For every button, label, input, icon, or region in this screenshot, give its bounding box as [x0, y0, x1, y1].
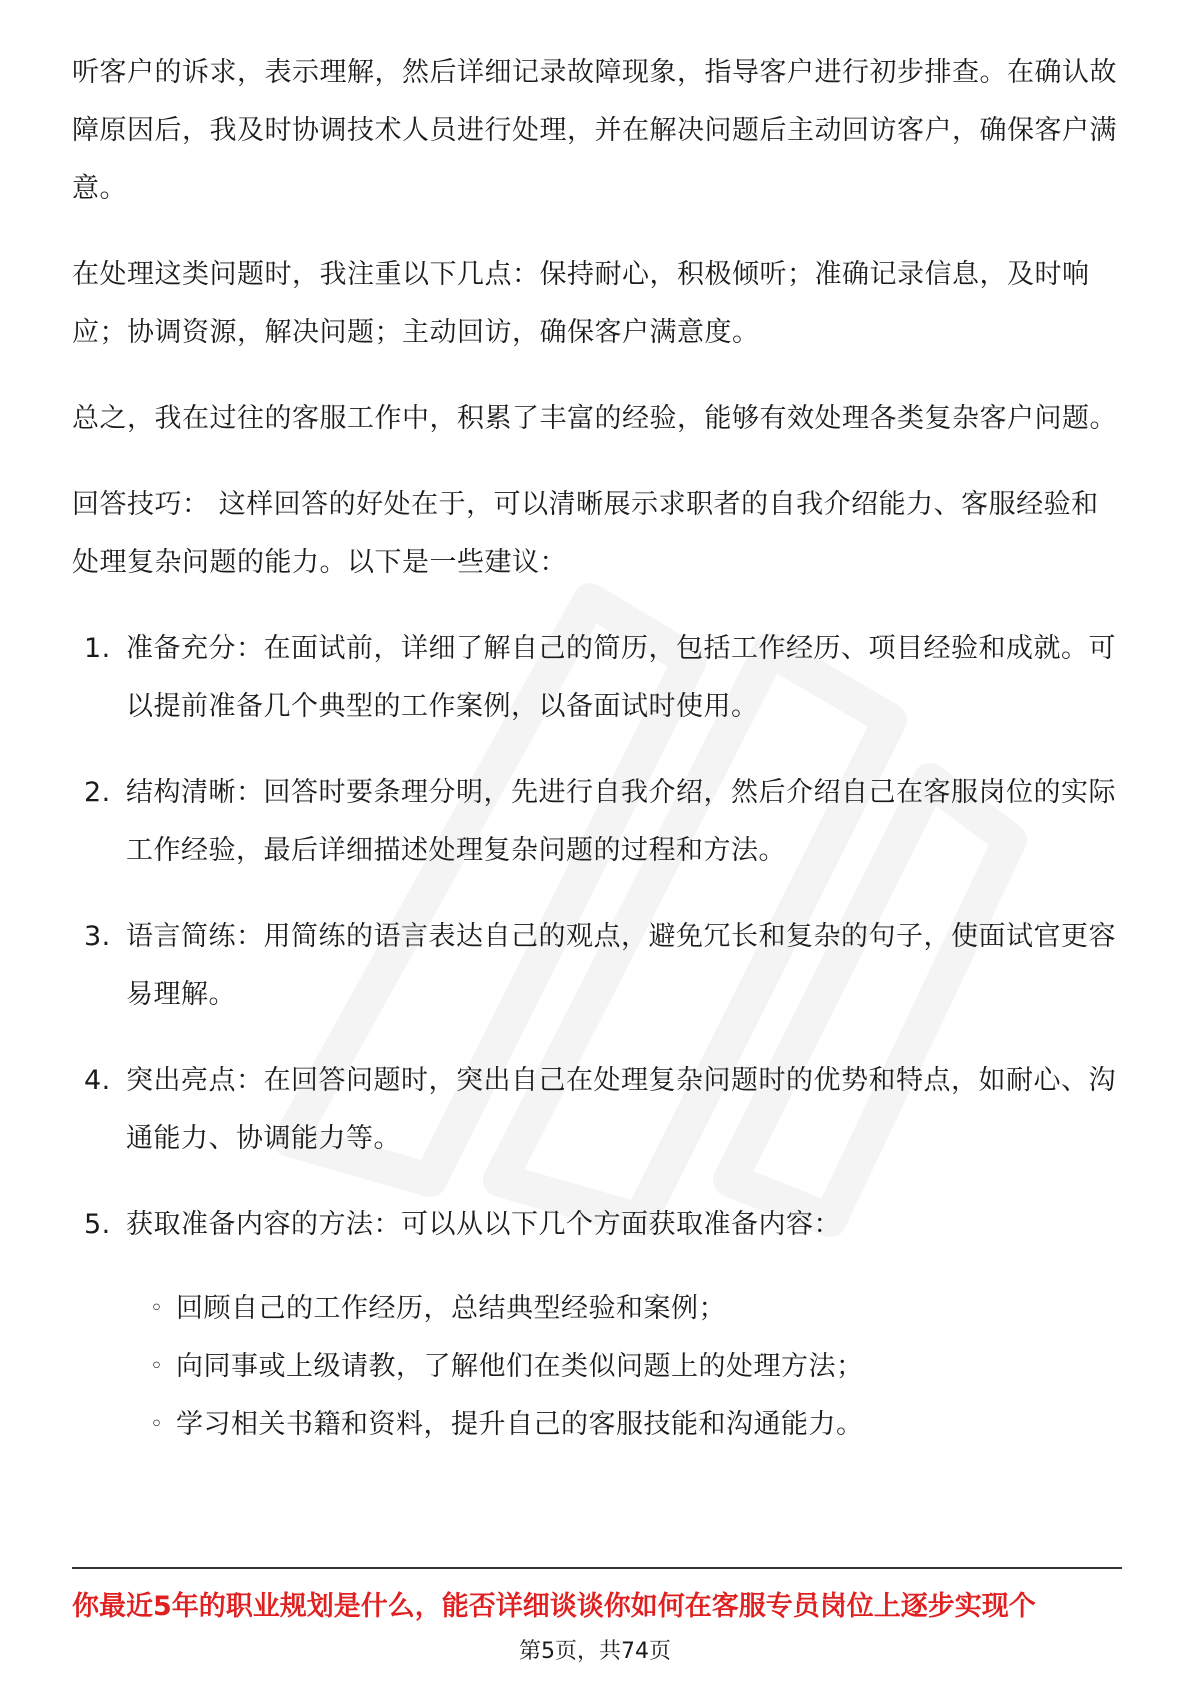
list-number: 5. — [84, 1209, 111, 1240]
paragraph-key-points: 在处理这类问题时，我注重以下几点：保持耐心，积极倾听；准确记录信息，及时响应；协调资源，解决问题；主动回访，确保客户满意度。 — [72, 259, 1090, 348]
paragraph-case-handling: 听客户的诉求，表示理解，然后详细记录故障现象，指导客户进行初步排查。在确认故障原因后，我及时协调技术人员进行处理，并在解决问题后主动回访客户，确保客户满意。 — [72, 57, 1117, 204]
list-number: 2. — [84, 777, 111, 808]
sub-list-item — [72, 1338, 1122, 1396]
list-item — [72, 1052, 1122, 1168]
next-question-heading: 你最近5年的职业规划是什么，能否详细谈谈你如何在客服专员岗位上逐步实现个 — [72, 1591, 1036, 1622]
circle-bullet-icon: ◦ — [150, 1412, 164, 1437]
list-item — [72, 1196, 1122, 1254]
paragraph-summary: 总之，我在过往的客服工作中，积累了丰富的经验，能够有效处理各类复杂客户问题。 — [72, 403, 1117, 434]
sub-list-item-text: 学习相关书籍和资料，提升自己的客服技能和沟通能力。 — [176, 1409, 864, 1440]
list-item — [72, 764, 1122, 880]
list-number: 3. — [84, 921, 111, 952]
list-item-text: 语言简练：用简练的语言表达自己的观点，避免冗长和复杂的句子，使面试官更容易理解。 — [126, 921, 1116, 1010]
sub-list-item-text: 向同事或上级请教，了解他们在类似问题上的处理方法； — [176, 1351, 864, 1382]
sub-list — [72, 1280, 1122, 1454]
circle-bullet-icon: ◦ — [150, 1354, 164, 1379]
paragraph-answer-tips: 回答技巧： 这样回答的好处在于，可以清晰展示求职者的自我介绍能力、客服经验和处理复杂问题的能力。以下是一些建议： — [72, 489, 1099, 578]
divider — [72, 1567, 1122, 1569]
list-number: 1. — [84, 633, 111, 664]
document-body — [72, 44, 1122, 1454]
tips-list — [72, 620, 1122, 1254]
sub-list-item — [72, 1280, 1122, 1338]
list-item-text: 结构清晰：回答时要条理分明，先进行自我介绍，然后介绍自己在客服岗位的实际工作经验，最后详细描述处理复杂问题的过程和方法。 — [126, 777, 1116, 866]
circle-bullet-icon: ◦ — [150, 1296, 164, 1321]
list-item — [72, 620, 1122, 736]
list-item-text: 准备充分：在面试前，详细了解自己的简历，包括工作经历、项目经验和成就。可以提前准备几个典型的工作案例，以备面试时使用。 — [126, 633, 1116, 722]
page-number: 第5页，共74页 — [519, 1639, 671, 1664]
list-number: 4. — [84, 1065, 111, 1096]
sub-list-item-text: 回顾自己的工作经历，总结典型经验和案例； — [176, 1293, 726, 1324]
list-item — [72, 908, 1122, 1024]
list-item-text: 获取准备内容的方法：可以从以下几个方面获取准备内容： — [126, 1209, 841, 1240]
sub-list-item — [72, 1396, 1122, 1454]
list-item-text: 突出亮点：在回答问题时，突出自己在处理复杂问题时的优势和特点，如耐心、沟通能力、协调能力等。 — [126, 1065, 1116, 1154]
